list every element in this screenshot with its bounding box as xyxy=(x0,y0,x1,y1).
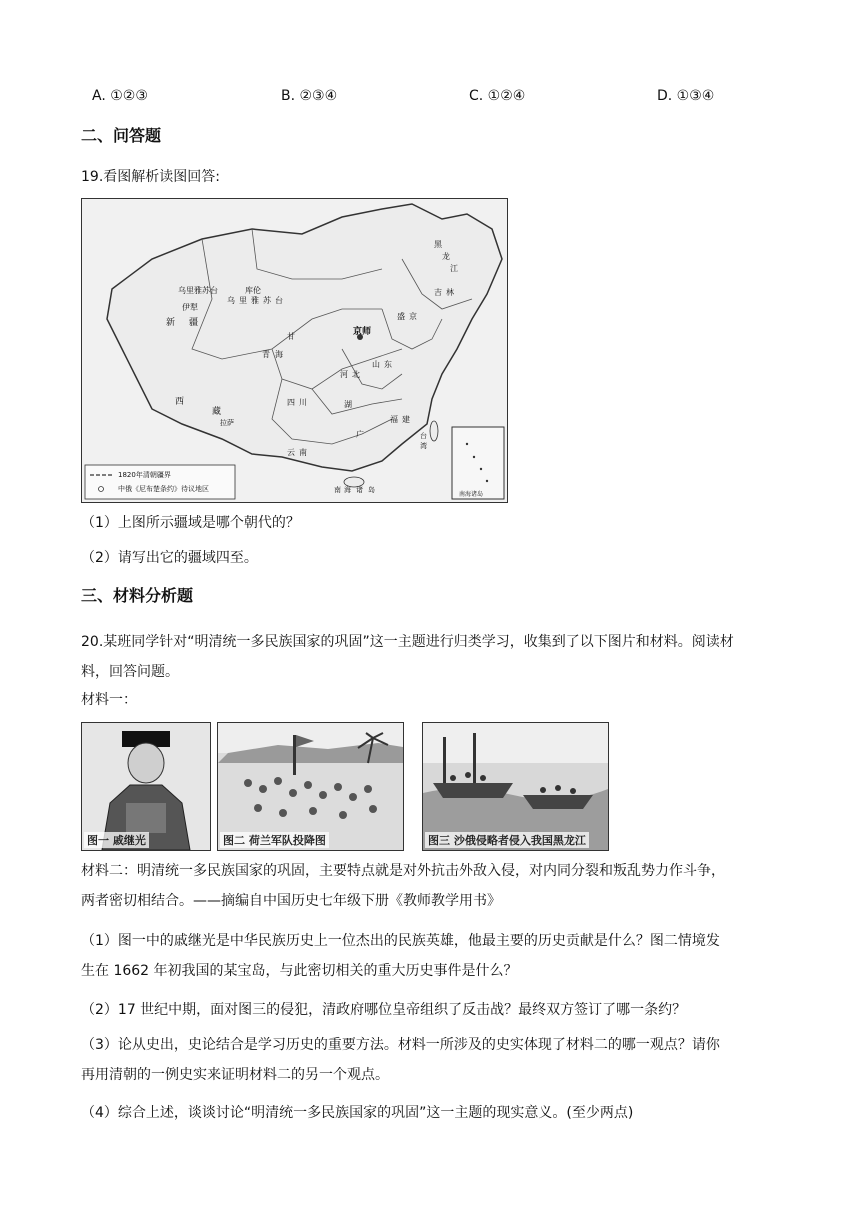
invasion-scene-drawing xyxy=(423,723,608,850)
question-19-sub2: （2）请写出它的疆域四至。 xyxy=(81,550,258,566)
map-label: 乌里雅苏台 xyxy=(178,286,218,295)
question-20-stem-line2: 料，回答问题。 xyxy=(81,664,179,680)
map-label: 苏 xyxy=(263,296,271,305)
map-label: 黑 xyxy=(434,240,442,249)
map-label: 湖 xyxy=(344,400,352,409)
map-label: 江 xyxy=(450,264,458,273)
map-label: 东 xyxy=(384,360,392,369)
map-label: 川 xyxy=(299,398,307,407)
map-label: 诸 xyxy=(356,486,363,494)
material-2 xyxy=(81,856,781,916)
portrait-drawing xyxy=(82,723,210,850)
question-20-sub1-line1: （1）图一中的戚继光是中华民族历史上一位杰出的民族英雄，他最主要的历史贡献是什么？图二情境发 xyxy=(81,933,720,949)
section-title-material: 三、材料分析题 xyxy=(81,586,194,605)
map-label: 藏 xyxy=(212,407,222,417)
question-20-stem-line1: 20.某班同学针对“明清统一多民族国家的巩固”这一主题进行归类学习，收集到了以下图片和材料。阅读材 xyxy=(81,634,734,650)
map-label: 岛 xyxy=(368,486,375,494)
question-20-sub1-line2: 生在 1662 年初我国的某宝岛，与此密切相关的重大历史事件是什么？ xyxy=(81,963,518,979)
map-label: 甘 xyxy=(287,332,295,341)
question-20-sub2: （2）17 世纪中期，面对图三的侵犯，清政府哪位皇帝组织了反击战？最终双方签订了哪一条约？ xyxy=(81,1002,687,1018)
map-label: 吉 xyxy=(434,288,442,297)
inset-label: 南海诸岛 xyxy=(459,491,484,498)
material-1-label: 材料一： xyxy=(81,692,137,708)
map-label: 建 xyxy=(402,415,410,424)
map-label: 云 xyxy=(287,448,295,457)
question-20-stem xyxy=(81,627,781,687)
legend-treaty-label: 中俄《尼布楚条约》待议地区 xyxy=(118,485,209,493)
map-label-capital: 京师 xyxy=(353,327,372,337)
option-d: D. ①③④ xyxy=(657,88,715,104)
question-20-sub3-line1: （3）论从史出，史论结合是学习历史的重要方法。材料一所涉及的史实体现了材料二的哪一观点？请你 xyxy=(81,1037,720,1053)
map-label: 北 xyxy=(352,370,360,379)
map-label: 林 xyxy=(446,288,454,297)
map-label: 海 xyxy=(344,486,351,494)
figure-1-caption: 图一 戚继光 xyxy=(84,832,149,848)
figure-2-caption: 图二 荷兰军队投降图 xyxy=(220,832,329,848)
surrender-scene-drawing xyxy=(218,723,403,850)
option-b: B. ②③④ xyxy=(281,88,338,104)
map-label: 福 xyxy=(390,415,398,424)
map-label: 台 xyxy=(275,296,283,305)
figure-2-dutch-surrender xyxy=(217,722,404,851)
material-2-line2: 两者密切相结合。——摘编自中国历史七年级下册《教师教学用书》 xyxy=(81,893,501,909)
map-label: 雅 xyxy=(251,296,259,305)
legend-border-label: 1820年清朝疆界 xyxy=(118,471,171,479)
question-20-sub3 xyxy=(81,1030,781,1090)
map-label: 南 xyxy=(299,448,307,457)
map-label: 南 xyxy=(334,486,341,494)
map-label: 台 xyxy=(420,432,427,440)
map-label: 新 xyxy=(166,318,176,328)
question-19-sub1: （1）上图所示疆域是哪个朝代的？ xyxy=(81,515,300,531)
map-label: 盛 xyxy=(397,312,405,321)
map-label: 伊犁 xyxy=(182,303,198,312)
map-label: 广 xyxy=(356,430,364,439)
figure-3-russian-invasion xyxy=(422,722,609,851)
map-label: 河 xyxy=(340,370,348,379)
section-title-qa: 二、问答题 xyxy=(81,126,162,145)
material-2-line1: 材料二：明清统一多民族国家的巩固，主要特点就是对外抗击外敌入侵，对内同分裂和叛乱势力作斗争， xyxy=(81,863,725,879)
question-20-sub1 xyxy=(81,926,781,986)
map-label: 青 xyxy=(262,350,270,359)
map-label: 海 xyxy=(275,350,283,359)
map-label: 龙 xyxy=(442,252,450,261)
map-label: 京 xyxy=(409,312,417,321)
map-label: 疆 xyxy=(189,318,199,328)
map-label: 库伦 xyxy=(245,286,261,295)
figure-3-caption: 图三 沙俄侵略者侵入我国黑龙江 xyxy=(425,832,589,848)
map-label: 西 xyxy=(175,397,185,407)
qing-territory-map xyxy=(81,198,508,503)
map-label: 拉萨 xyxy=(220,419,234,427)
map-label: 里 xyxy=(239,296,247,305)
question-20-sub4: （4）综合上述，谈谈讨论“明清统一多民族国家的巩固”这一主题的现实意义。(至少两点) xyxy=(81,1105,634,1121)
map-label: 山 xyxy=(372,360,380,369)
option-a: A. ①②③ xyxy=(92,88,148,104)
figure-1-qi-jiguang xyxy=(81,722,211,851)
question-20-sub3-line2: 再用清朝的一例史实来证明材料二的另一个观点。 xyxy=(81,1067,389,1083)
option-c: C. ①②④ xyxy=(469,88,526,104)
map-label: 乌 xyxy=(227,296,235,305)
map-label: 四 xyxy=(287,398,295,407)
question-19-stem: 19.看图解析读图回答: xyxy=(81,169,220,185)
map-label: 湾 xyxy=(420,442,427,450)
